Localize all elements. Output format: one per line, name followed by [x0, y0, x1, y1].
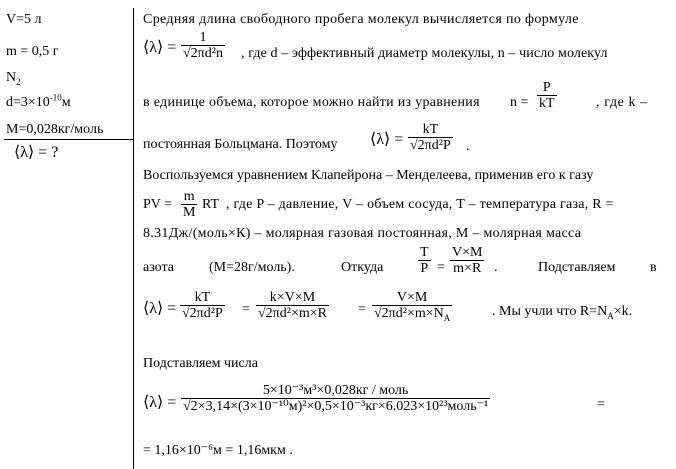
formula-5-left-fraction: [418, 245, 431, 276]
solution-line-6: , где P – давление, V – объем сосуда, T – температура газа, R =: [226, 197, 614, 212]
final-result: = 1,16×10⁻⁶м = 1,16мкм .: [143, 443, 293, 458]
formula-6-a-denominator: √2πd²P: [182, 306, 223, 321]
formula-3-fraction: [408, 122, 453, 153]
formula-3-lhs: ⟨λ⟩ =: [370, 131, 404, 148]
given-find: ⟨λ⟩ = ?: [14, 144, 59, 161]
solution-line-3a: в единице объема, которое можно найти из уравнения: [143, 95, 480, 110]
formula-1-numerator: 1: [199, 30, 207, 45]
formula-6-fraction-b: [256, 290, 329, 321]
formula-4-rt: RT: [202, 197, 220, 212]
formula-4-denominator: M: [183, 205, 196, 220]
solution-line-10: Подставляем числа: [143, 356, 258, 371]
formula-6-c-denominator: $√2\pi d^2\times m\times N_A$: [374, 306, 451, 323]
formula-4-fraction: [181, 189, 197, 220]
solution-line-8c: Откуда: [341, 260, 384, 275]
formula-4-lhs: PV =: [143, 197, 173, 212]
formula-7-equals: =: [597, 397, 605, 412]
formula-3-denominator: √2πd²P: [410, 138, 451, 153]
formula-5-right-numerator: V×M: [452, 245, 483, 260]
solution-line-2: , где d – эффективный диаметр молекулы, n – число молекул: [241, 46, 608, 61]
formula-5-left-denominator: P: [420, 261, 429, 276]
formula-6-equals-1: =: [242, 302, 250, 317]
given-volume: V=5 л: [6, 12, 42, 27]
formula-7-denominator: √2×3,14×(3×10⁻¹⁰м)²×0,5×10⁻³кг×6.023×10²³моль⁻¹: [183, 399, 489, 414]
formula-5-right-denominator: m×R: [453, 261, 482, 276]
formula-1-fraction: [181, 30, 225, 61]
formula-2-fraction: [537, 80, 557, 111]
formula-3-numerator: kT: [422, 122, 439, 137]
solution-line-9: . Мы учли что $R=N_A\times k$.: [492, 304, 633, 321]
formula-6-b-denominator: √2πd²×m×R: [258, 306, 327, 321]
formula-7-lhs: ⟨λ⟩ =: [143, 394, 177, 411]
given-mass: m = 0,5 г: [6, 44, 59, 59]
formula-6-equals-2: =: [358, 302, 366, 317]
vertical-divider: [133, 8, 134, 469]
given-underline: [4, 139, 133, 140]
formula-7-numerator: 5×10⁻³м³×0,028кг / моль: [262, 383, 409, 398]
formula-1-lhs: ⟨λ⟩ =: [143, 39, 177, 56]
solution-line-4-end: .: [466, 139, 470, 154]
formula-6-b-numerator: k×V×M: [269, 290, 316, 305]
solution-line-8b: (M=28г/моль).: [209, 260, 295, 275]
solution-line-8f: в: [650, 260, 657, 275]
formula-2-lhs: n =: [510, 95, 529, 110]
formula-6-c-numerator: V×M: [396, 290, 428, 305]
solution-line-8a: азота: [143, 260, 174, 275]
formula-6-a-numerator: kT: [194, 290, 211, 305]
solution-line-5: Воспользуемся уравнением Клапейрона – Менделеева, применив его к газу: [143, 168, 594, 183]
given-molar-mass: M=0,028кг/моль: [6, 122, 104, 137]
solution-line-4: постоянная Больцмана. Поэтому: [143, 137, 338, 152]
formula-5-right-fraction: [450, 245, 484, 276]
given-diameter: $d=3\times 10^{-10}м$: [6, 92, 71, 110]
given-gas: $N_2$: [6, 70, 21, 87]
solution-line-7: 8.31Дж/(моль×К) – молярная газовая постоянная, M – молярная масса: [143, 226, 582, 241]
formula-7-fraction: [181, 383, 490, 414]
formula-5-equals: =: [437, 260, 445, 275]
formula-2-numerator: P: [542, 80, 551, 95]
formula-1-denominator: √2πd²n: [183, 46, 223, 61]
formula-2-denominator: kT: [539, 96, 555, 111]
formula-4-numerator: m: [183, 189, 195, 204]
solution-line-1: Средняя длина свободного пробега молекул вычисляется по формуле: [143, 12, 579, 27]
solution-line-3b: , где k –: [596, 95, 648, 110]
solution-line-8e: Подставляем: [538, 260, 616, 275]
formula-6-lhs: ⟨λ⟩ =: [143, 300, 177, 317]
formula-5-left-numerator: T: [420, 245, 429, 260]
formula-6-fraction-a: [180, 290, 225, 321]
solution-line-8d: .: [494, 260, 498, 275]
formula-6-fraction-c: [372, 290, 452, 321]
